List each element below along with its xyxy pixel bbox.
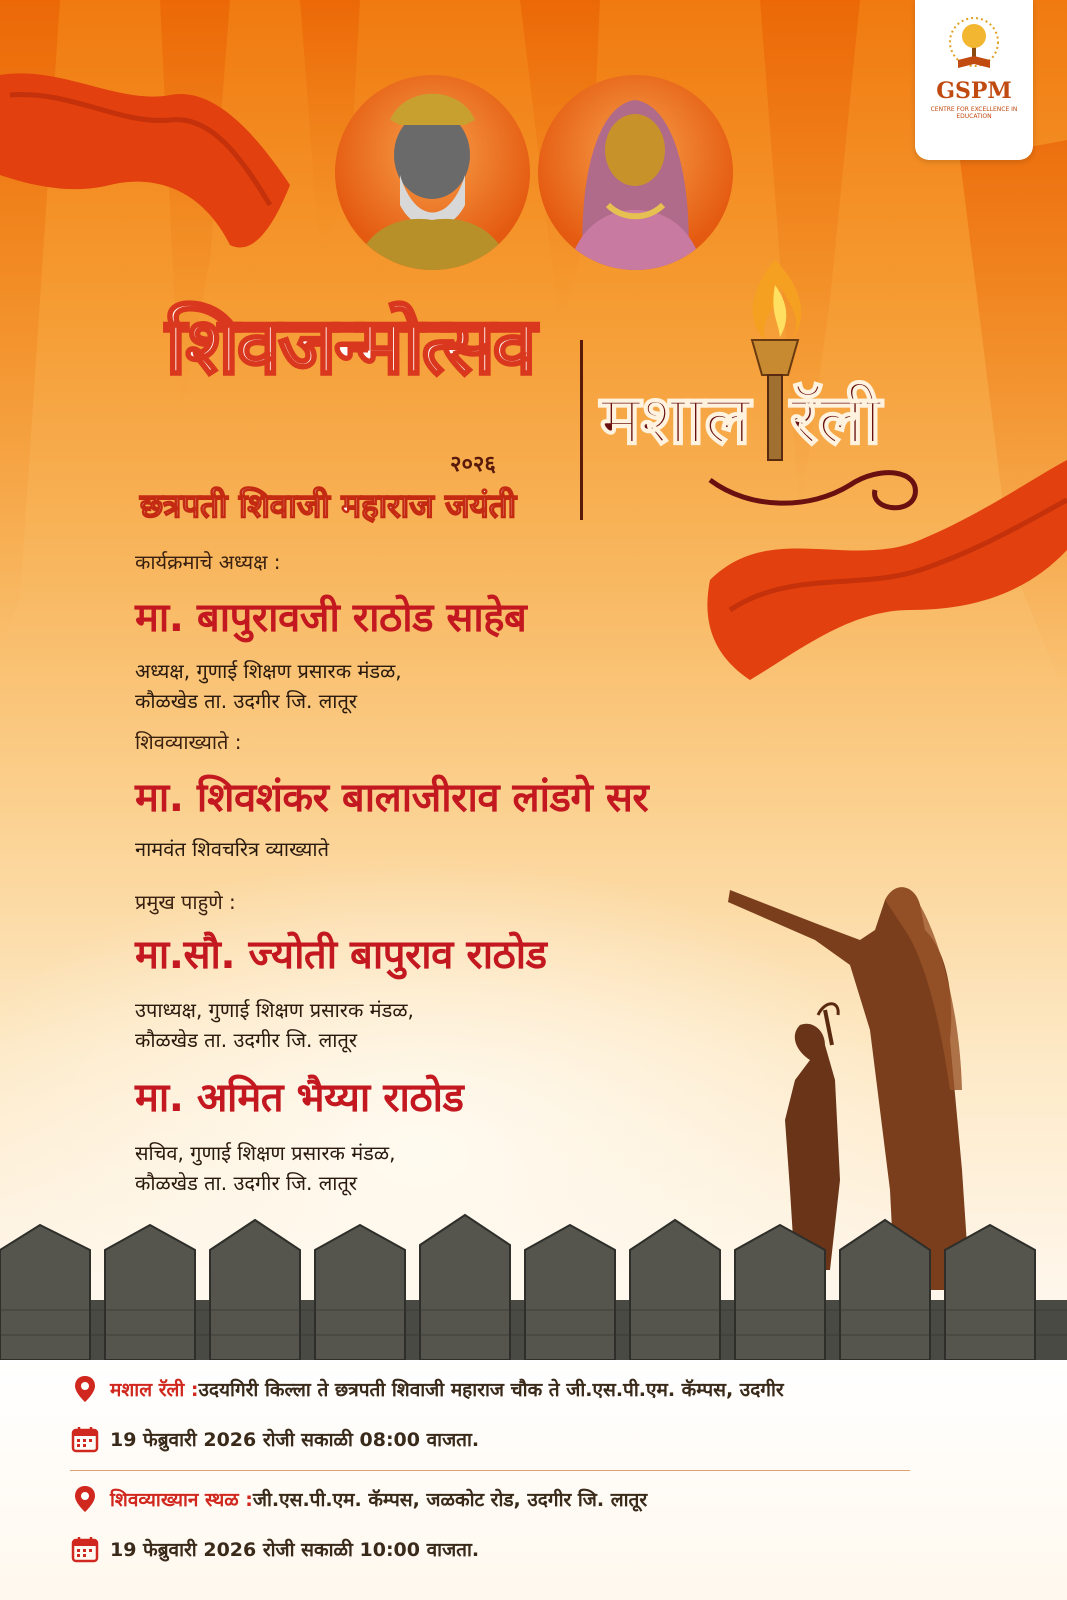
info-rally-route [70,1374,784,1404]
desc-line: नामवंत शिवचरित्र व्याख्याते [135,837,329,861]
festival-year: २०२६ [450,451,496,477]
location-pin-icon [70,1484,100,1514]
rally-word-mashal: मशाल [600,380,751,460]
speaker-name-wrap [135,768,648,823]
event-info [0,1360,1067,1600]
info-lecture-venue [70,1484,647,1514]
logo-name: GSPM [936,78,1012,104]
president-name: मा. बापुरावजी राठोड साहेब [135,595,527,641]
section-label: कार्यक्रमाचे अध्यक्ष : [135,550,281,574]
section-label: प्रमुख पाहुणे : [135,890,236,914]
guest-desc [135,995,414,1055]
shivaji-maharaj-portrait [335,75,530,270]
desc-line: कौळखेड ता. उदगीर जि. लातूर [135,689,358,713]
tree-book-icon [934,16,1014,76]
logo-tagline: CENTRE FOR EXCELLENCE IN EDUCATION [930,106,1018,120]
section-president [135,548,281,575]
desc-line: अध्यक्ष, गुणाई शिक्षण प्रसारक मंडळ, [135,659,402,683]
secretary-desc [135,1138,395,1198]
secretary-name: मा. अमित भैय्या राठोड [135,1075,464,1121]
festival-subtitle: छत्रपती शिवाजी महाराज जयंती [140,486,517,525]
info-text: 19 फेब्रुवारी 2026 रोजी सकाळी 08:00 वाजता. [110,1429,480,1451]
desc-line: सचिव, गुणाई शिक्षण प्रसारक मंडळ, [135,1141,396,1165]
president-name-wrap [135,588,526,643]
secretary-name-wrap [135,1068,463,1123]
rally-swirl [700,440,930,520]
title-divider [580,340,583,520]
desc-line: कौळखेड ता. उदगीर जि. लातूर [135,1171,358,1195]
info-lecture-time [70,1534,479,1564]
info-key: मशाल रॅली : [110,1379,199,1401]
festival-title: शिवजन्मोत्सव [165,301,535,392]
president-desc [135,656,402,716]
guest-name-wrap [135,925,547,980]
section-guest [135,888,236,915]
rally-word-rally: रॅली [790,380,882,460]
info-text: 19 फेब्रुवारी 2026 रोजी सकाळी 10:00 वाजता. [110,1539,480,1561]
info-text: उदयगिरी किल्ला ते छत्रपती शिवाजी महाराज चौक ते जी.एस.पी.एम. कॅम्पस, उदगीर [198,1379,784,1401]
speaker-name: मा. शिवशंकर बालाजीराव लांडगे सर [135,775,649,821]
section-speaker [135,728,242,755]
jijau-portrait [538,75,733,270]
section-label: शिवव्याख्याते : [135,730,242,754]
info-divider [70,1470,910,1471]
info-text: जी.एस.पी.एम. कॅम्पस, जळकोट रोड, उदगीर जि. लातूर [252,1489,648,1511]
desc-line: कौळखेड ता. उदगीर जि. लातूर [135,1028,358,1052]
gspm-logo [915,0,1033,160]
info-key: शिवव्याख्यान स्थळ : [110,1489,253,1511]
guest-name: मा.सौ. ज्योती बापुराव राठोड [135,932,547,978]
calendar-icon [70,1424,100,1454]
desc-line: उपाध्यक्ष, गुणाई शिक्षण प्रसारक मंडळ, [135,998,414,1022]
calendar-icon [70,1534,100,1564]
flag-left [0,65,300,255]
location-pin-icon [70,1374,100,1404]
info-rally-time [70,1424,479,1454]
speaker-desc [135,834,329,864]
fort-wall [0,1210,1067,1360]
